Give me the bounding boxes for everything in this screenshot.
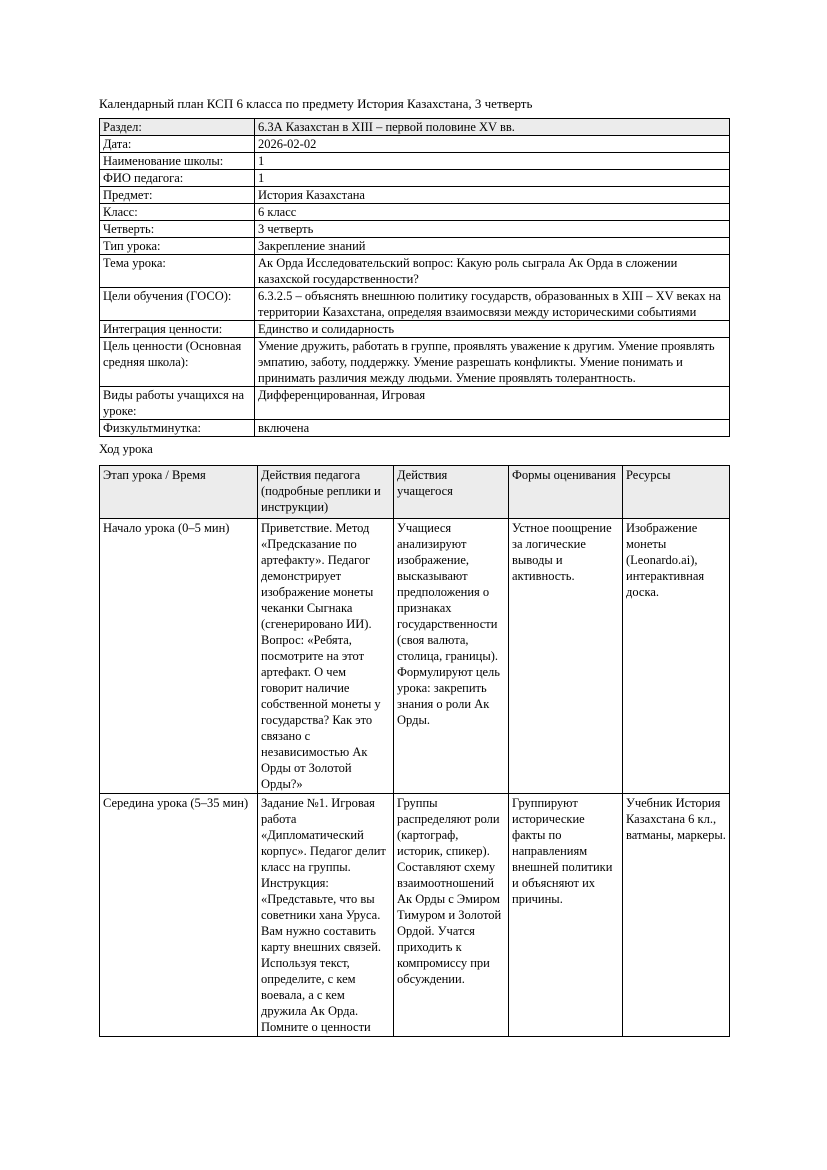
student-actions-cell: Группы распределяют роли (картограф, историк, спикер). Составляют схему взаимоотношений Ак Орды с Эмиром Тимуром и Золотой Ордой. Учатся приходить к компромиссу при обсуждении. [394, 794, 509, 1037]
row-label: Дата: [100, 136, 255, 153]
info-row [100, 238, 730, 255]
flow-row [100, 794, 730, 1037]
document-title: Календарный план КСП 6 класса по предмету История Казахстана, 3 четверть [99, 96, 533, 111]
row-value: Единство и солидарность [255, 321, 730, 338]
column-header-assessment: Формы оценивания [509, 466, 623, 519]
column-header-resources: Ресурсы [623, 466, 730, 519]
lesson-info-table [99, 118, 730, 437]
info-row [100, 119, 730, 136]
column-header-stage: Этап урока / Время [100, 466, 258, 519]
column-header-teacher-actions: Действия педагога (подробные реплики и инструкции) [258, 466, 394, 519]
row-value: Дифференцированная, Игровая [255, 387, 730, 420]
teacher-actions-cell: Задание №1. Игровая работа «Дипломатический корпус». Педагог делит класс на группы. Инструкция: «Представьте, что вы советники хана Уруса. Вам нужно составить карту внешних связей. Используя текст, определите, с кем воевала, а с кем дружила Ак Орда. Помните о ценности [258, 794, 394, 1037]
row-label: Цель ценности (Основная средняя школа): [100, 338, 255, 387]
row-label: Раздел: [100, 119, 255, 136]
info-row [100, 170, 730, 187]
row-label: Тема урока: [100, 255, 255, 288]
teacher-actions-cell: Приветствие. Метод «Предсказание по артефакту». Педагог демонстрирует изображение монеты чеканки Сыгнака (сгенерировано ИИ). Вопрос: «Ребята, посмотрите на этот артефакт. О чем говорит наличие собственной монеты у государства? Как это связано с независимостью Ак Орды от Золотой Орды?» [258, 519, 394, 794]
lesson-flow-table [99, 465, 730, 1037]
row-value: Умение дружить, работать в группе, проявлять уважение к другим. Умение проявлять эмпатию, заботу, поддержку. Умение разрешать конфликты. Умение понимать и принимать различия между людьми. Умение проявлять толерантность. [255, 338, 730, 387]
row-value: Закрепление знаний [255, 238, 730, 255]
row-label: Четверть: [100, 221, 255, 238]
info-row [100, 136, 730, 153]
assessment-cell: Группируют исторические факты по направлениям внешней политики и объясняют их причины. [509, 794, 623, 1037]
row-label: Цели обучения (ГОСО): [100, 288, 255, 321]
column-header-student-actions: Действия учащегося [394, 466, 509, 519]
resources-cell: Учебник История Казахстана 6 кл., ватманы, маркеры. [623, 794, 730, 1037]
stage-cell: Начало урока (0–5 мин) [100, 519, 258, 794]
student-actions-cell: Учащиеся анализируют изображение, высказывают предположения о признаках государственности (своя валюта, столица, границы). Формулируют цель урока: закрепить знания о роли Ак Орды. [394, 519, 509, 794]
row-value: включена [255, 420, 730, 437]
row-value: 3 четверть [255, 221, 730, 238]
flow-row [100, 519, 730, 794]
resources-cell: Изображение монеты (Leonardo.ai), интерактивная доска. [623, 519, 730, 794]
row-value: История Казахстана [255, 187, 730, 204]
info-row [100, 204, 730, 221]
info-row [100, 288, 730, 321]
stage-cell: Середина урока (5–35 мин) [100, 794, 258, 1037]
info-row [100, 153, 730, 170]
info-row [100, 221, 730, 238]
row-value: Ак Орда Исследовательский вопрос: Какую роль сыграла Ак Орда в сложении казахской государственности? [255, 255, 730, 288]
row-label: Наименование школы: [100, 153, 255, 170]
row-value: 6 класс [255, 204, 730, 221]
row-value: 1 [255, 153, 730, 170]
info-row [100, 255, 730, 288]
section-label: Ход урока [99, 442, 153, 456]
row-label: Тип урока: [100, 238, 255, 255]
flow-header-row [100, 466, 730, 519]
info-row [100, 321, 730, 338]
row-value: 2026-02-02 [255, 136, 730, 153]
row-label: Предмет: [100, 187, 255, 204]
row-label: ФИО педагога: [100, 170, 255, 187]
info-row [100, 387, 730, 420]
row-value: 6.3.2.5 – объяснять внешнюю политику государств, образованных в XIII – XV веках на территории Казахстана, определяя взаимосвязи между историческими событиями [255, 288, 730, 321]
assessment-cell: Устное поощрение за логические выводы и активность. [509, 519, 623, 794]
info-row [100, 420, 730, 437]
info-row [100, 187, 730, 204]
row-value: 6.3А Казахстан в XIII – первой половине XV вв. [255, 119, 730, 136]
row-label: Интеграция ценности: [100, 321, 255, 338]
row-label: Класс: [100, 204, 255, 221]
info-row [100, 338, 730, 387]
row-label: Физкультминутка: [100, 420, 255, 437]
row-value: 1 [255, 170, 730, 187]
row-label: Виды работы учащихся на уроке: [100, 387, 255, 420]
